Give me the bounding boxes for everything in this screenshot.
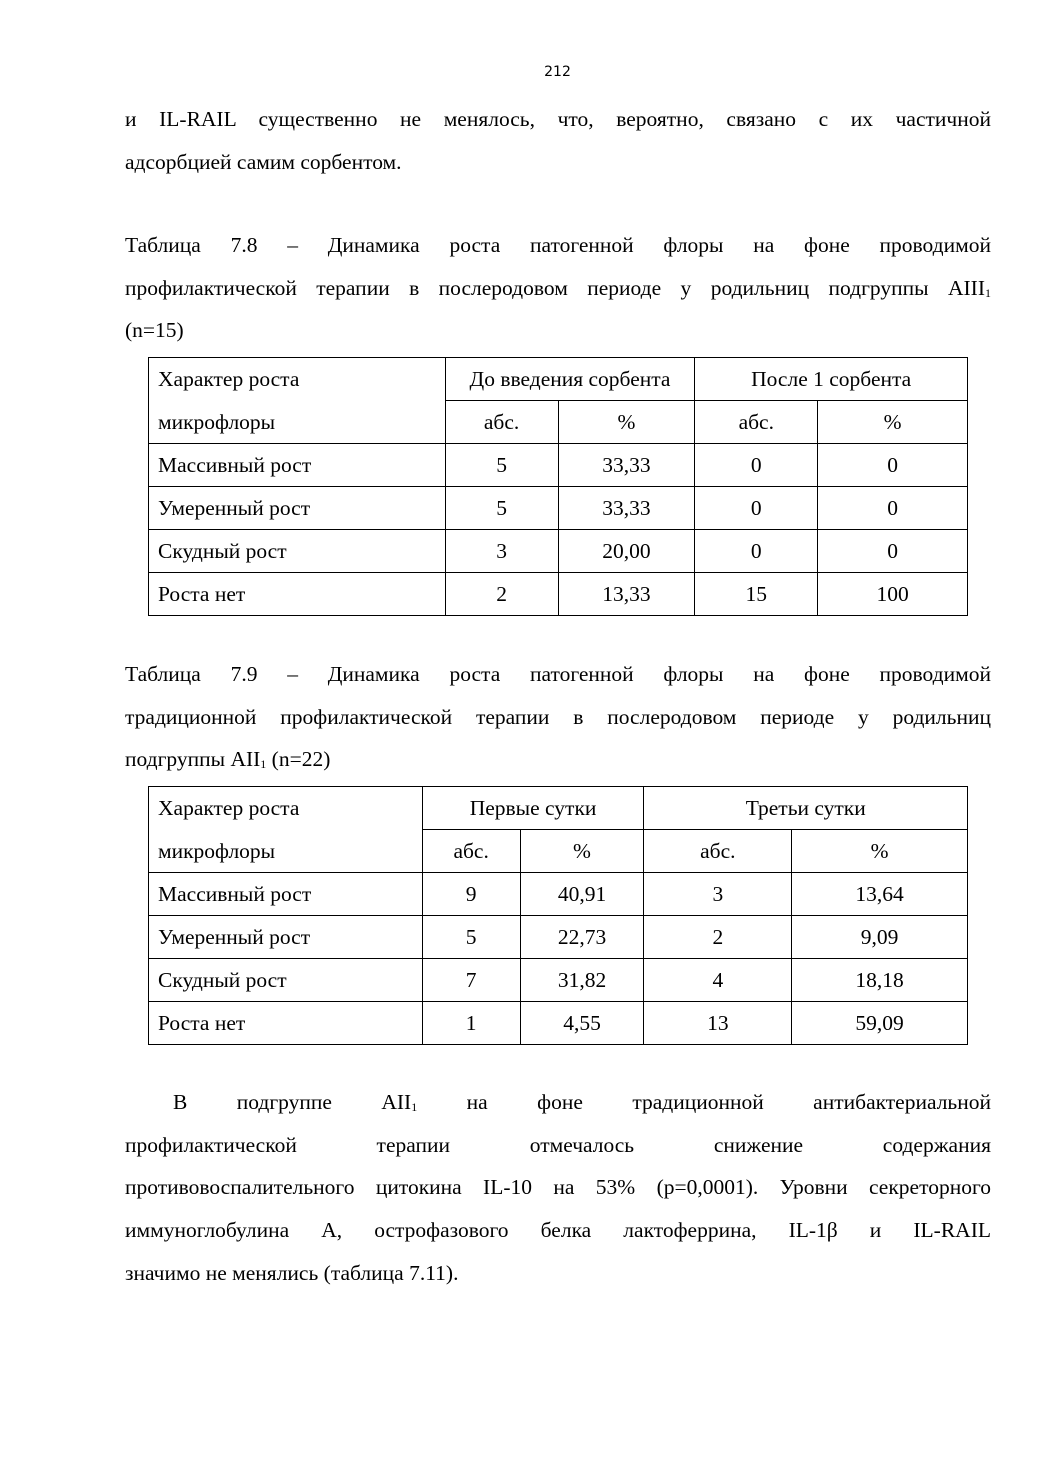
- group-header-2: После 1 сорбента: [695, 358, 968, 401]
- row-label: Умеренный рост: [149, 916, 423, 959]
- subheader-abs-1: абс.: [422, 830, 520, 873]
- row-label: Массивный рост: [149, 444, 446, 487]
- table2-caption-line-2: традиционной профилактической терапии в послеродовом периоде у родильниц: [125, 704, 991, 729]
- final-line-1-subscript: 1: [411, 1100, 418, 1114]
- table2-caption-subscript: 1: [260, 757, 267, 772]
- final-paragraph: [125, 1081, 991, 1295]
- cell-pct-1: 4,55: [520, 1002, 644, 1045]
- table2-caption-line-3: [125, 738, 991, 781]
- subheader-pct-2: %: [818, 401, 968, 444]
- table1-caption: [125, 224, 991, 352]
- table-7-9: [148, 786, 968, 1045]
- subheader-pct-1: %: [558, 401, 695, 444]
- row-label: Роста нет: [149, 573, 446, 616]
- cell-abs-2: 2: [644, 916, 792, 959]
- table-row: [149, 1002, 968, 1045]
- table-row: [149, 530, 968, 573]
- row-label-header-cont: микрофлоры: [149, 830, 423, 873]
- cell-abs-1: 5: [445, 487, 558, 530]
- subheader-abs-1: абс.: [445, 401, 558, 444]
- table-subheader-row: [149, 401, 968, 444]
- page-number: 212: [544, 64, 571, 80]
- intro-line-2: адсорбцией самим сорбентом.: [125, 149, 402, 174]
- intro-line-1: и IL-RAIL существенно не менялось, что, вероятно, связано с их частичной: [125, 107, 991, 131]
- cell-abs-2: 0: [695, 444, 818, 487]
- cell-pct-1: 33,33: [558, 444, 695, 487]
- cell-pct-1: 22,73: [520, 916, 644, 959]
- final-line-1-b: на фоне традиционной антибактериальной: [417, 1090, 991, 1114]
- cell-pct-1: 31,82: [520, 959, 644, 1002]
- row-label: Массивный рост: [149, 873, 423, 916]
- cell-abs-1: 7: [422, 959, 520, 1002]
- row-label: Умеренный рост: [149, 487, 446, 530]
- table2-caption-line-1: Таблица 7.9 – Динамика роста патогенной флоры на фоне проводимой: [125, 662, 991, 686]
- group-header-1: До введения сорбента: [445, 358, 695, 401]
- table-header-row: [149, 787, 968, 830]
- cell-pct-2: 13,64: [792, 873, 968, 916]
- cell-pct-1: 13,33: [558, 573, 695, 616]
- table-row: [149, 573, 968, 616]
- row-label-header-cont: микрофлоры: [149, 401, 446, 444]
- cell-pct-1: 33,33: [558, 487, 695, 530]
- row-label-header: Характер роста: [149, 787, 423, 830]
- cell-abs-2: 13: [644, 1002, 792, 1045]
- cell-abs-1: 1: [422, 1002, 520, 1045]
- subheader-pct-2: %: [792, 830, 968, 873]
- cell-abs-1: 5: [422, 916, 520, 959]
- final-line-5: значимо не менялись (таблица 7.11).: [125, 1260, 459, 1285]
- cell-pct-1: 20,00: [558, 530, 695, 573]
- table-row: [149, 487, 968, 530]
- subheader-abs-2: абс.: [644, 830, 792, 873]
- final-line-2: профилактической терапии отмечалось снижение содержания: [125, 1132, 991, 1157]
- row-label: Роста нет: [149, 1002, 423, 1045]
- final-line-4: иммуноглобулина A, острофазового белка лактоферрина, IL-1β и IL-RAIL: [125, 1218, 991, 1243]
- group-header-2: Третьи сутки: [644, 787, 968, 830]
- row-label: Скудный рост: [149, 530, 446, 573]
- table-7-8: [148, 357, 968, 616]
- table2-caption-line-3-end: (n=22): [266, 747, 331, 772]
- cell-abs-1: 9: [422, 873, 520, 916]
- table1-caption-line-2: [125, 267, 991, 310]
- table-row: [149, 873, 968, 916]
- cell-abs-1: 2: [445, 573, 558, 616]
- cell-abs-2: 0: [695, 487, 818, 530]
- cell-abs-2: 15: [695, 573, 818, 616]
- group-header-1: Первые сутки: [422, 787, 644, 830]
- final-line-3: противовоспалительного цитокина IL-10 на 53% (p=0,0001). Уровни секреторного: [125, 1175, 991, 1200]
- subheader-pct-1: %: [520, 830, 644, 873]
- table1-caption-line-1: Таблица 7.8 – Динамика роста патогенной флоры на фоне проводимой: [125, 233, 991, 257]
- final-line-1: [125, 1081, 991, 1124]
- table-row: [149, 444, 968, 487]
- table1-caption-subscript: 1: [985, 285, 991, 300]
- cell-pct-2: 0: [818, 530, 968, 573]
- cell-abs-2: 3: [644, 873, 792, 916]
- table-header-row: [149, 358, 968, 401]
- table-row: [149, 916, 968, 959]
- cell-abs-1: 3: [445, 530, 558, 573]
- table1-caption-line-3: (n=15): [125, 318, 184, 343]
- cell-abs-2: 4: [644, 959, 792, 1002]
- cell-pct-2: 9,09: [792, 916, 968, 959]
- cell-abs-1: 5: [445, 444, 558, 487]
- cell-pct-2: 100: [818, 573, 968, 616]
- final-line-1-a: В подгруппе AII: [173, 1090, 412, 1114]
- cell-pct-2: 59,09: [792, 1002, 968, 1045]
- cell-pct-1: 40,91: [520, 873, 644, 916]
- row-label-header: Характер роста: [149, 358, 446, 401]
- table-row: [149, 959, 968, 1002]
- table2-caption-line-3-text: подгруппы AII: [125, 747, 261, 772]
- intro-paragraph: [125, 98, 991, 183]
- row-label: Скудный рост: [149, 959, 423, 1002]
- cell-pct-2: 18,18: [792, 959, 968, 1002]
- table1-caption-line-2-text: профилактической терапии в послеродовом периоде у родильниц подгруппы AIII: [125, 275, 985, 300]
- cell-pct-2: 0: [818, 487, 968, 530]
- subheader-abs-2: абс.: [695, 401, 818, 444]
- table2-caption: [125, 653, 991, 781]
- cell-abs-2: 0: [695, 530, 818, 573]
- table-subheader-row: [149, 830, 968, 873]
- cell-pct-2: 0: [818, 444, 968, 487]
